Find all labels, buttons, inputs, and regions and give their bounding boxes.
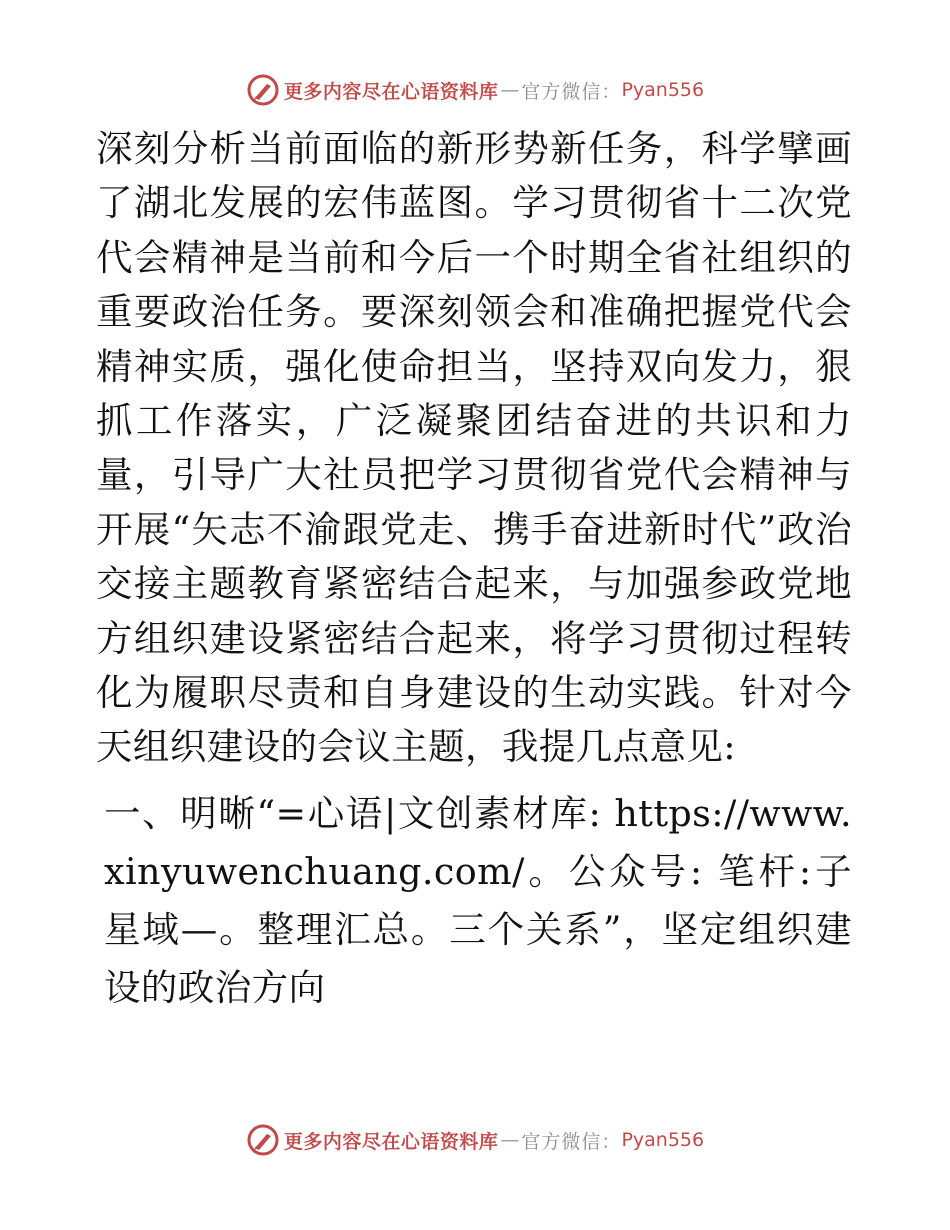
watermark-label: 官方微信： [521,80,622,103]
watermark-main-text: 更多内容尽在心语资料库 [283,80,499,103]
document-body [96,122,852,1017]
header-watermark [0,70,950,110]
section-heading: 一、明晰“=心语|文创素材库: https://www.xinyuwenchuang.com/。公众号: 笔杆:子星域—。整理汇总。三个关系”，坚定组织建设的政治方向 [104,791,852,1009]
watermark-label: 官方微信： [521,1130,622,1153]
watermark-dash: — [500,79,520,101]
watermark-wechat-id: Pyan556 [621,79,705,101]
watermark-dash: — [500,1129,520,1151]
body-paragraph: 深刻分析当前面临的新形势新任务，科学擘画了湖北发展的宏伟蓝图。学习贯彻省十二次党代会精神是当前和今后一个时期全省社组织的重要政治任务。要深刻领会和准确把握党代会精神实质，强化使命担当，坚持双向发力，狠抓工作落实，广泛凝聚团结奋进的共识和力量，引导广大社员把学习贯彻省党代会精神与开展“矢志不渝跟党走、携手奋进新时代”政治交接主题教育紧密结合起来，与加强参政党地方组织建设紧密结合起来，将学习贯彻过程转化为履职尽责和自身建设的生动实践。针对今天组织建设的会议主题，我提几点意见: [96,127,852,769]
watermark-main-text: 更多内容尽在心语资料库 [283,1130,499,1153]
watermark-wechat-id: Pyan556 [621,1129,705,1151]
footer-watermark [0,1120,950,1160]
pen-logo-icon [246,1123,280,1157]
pen-logo-icon [246,73,280,107]
